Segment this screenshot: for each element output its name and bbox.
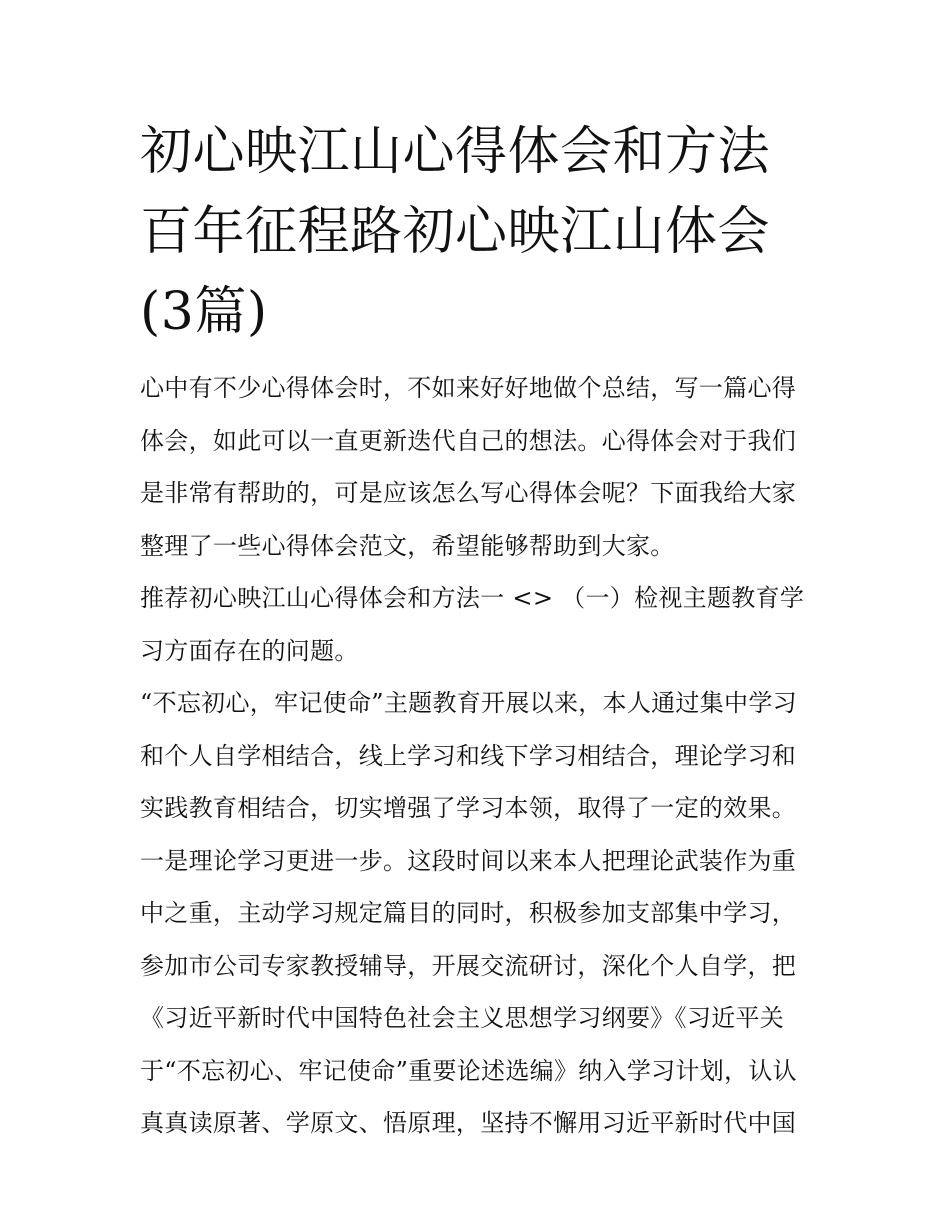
document-body	[140, 362, 820, 1150]
paragraph-intro: 心中有不少心得体会时，不如来好好地做个总结，写一篇心得体会，如此可以一直更新迭代自己的想法。心得体会对于我们是非常有帮助的，可是应该怎么写心得体会呢？下面我给大家整理了一些心得体会范文，希望能够帮助到大家。	[140, 374, 797, 560]
document-title: 初心映江山心得体会和方法 百年征程路初心映江山体会(3篇)	[140, 122, 771, 342]
paragraph-recommendation: 推荐初心映江山心得体会和方法一 <> （一）检视主题教育学习方面存在的问题。	[140, 584, 805, 665]
document-content	[140, 112, 820, 1150]
paragraph-main: “不忘初心，牢记使命”主题教育开展以来，本人通过集中学习和个人自学相结合，线上学习和线下学习相结合，理论学习和实践教育相结合，切实增强了学习本领，取得了一定的效果。一是理论学习更进一步。这段时间以来本人把理论武装作为重中之重，主动学习规定篇目的同时，积极参加支部集中学习，参加市公司专家教授辅导，开展交流研讨，深化个人自学，把《习近平新时代中国特色社会主义思想学习纲要》《习近平关于“不忘初心、牢记使命”重要论述选编》纳入学习计划，认认真真读原著、学原文、悟原理，坚持不懈用习近平新时代中国	[140, 689, 797, 1137]
